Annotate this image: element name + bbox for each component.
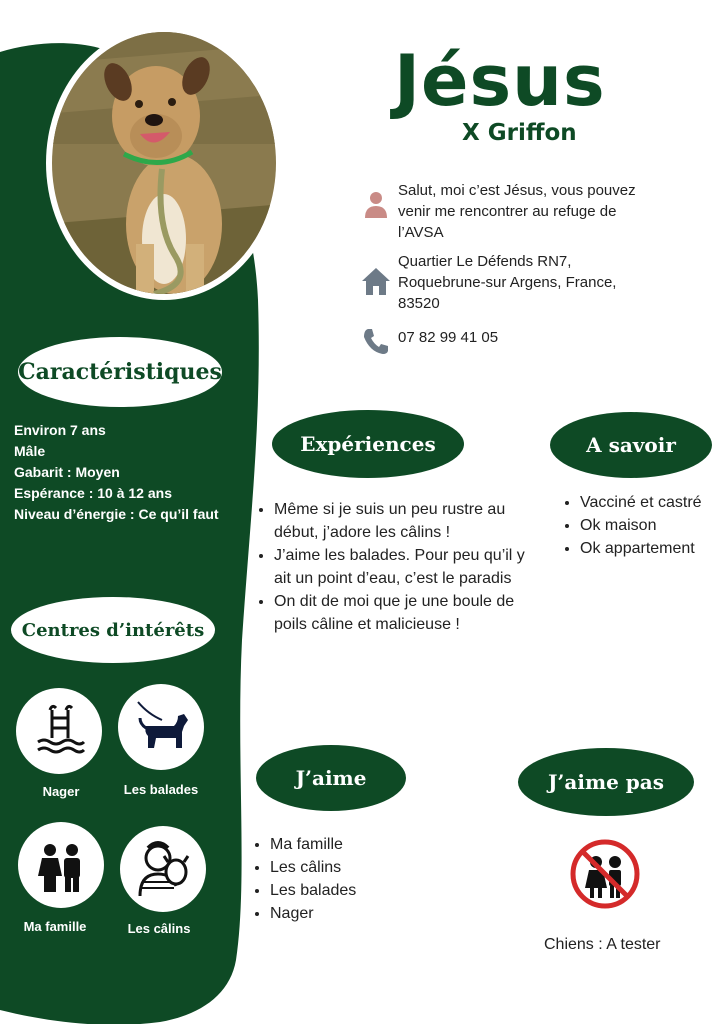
experiences-heading: Expériences: [272, 410, 464, 478]
dog-leash-icon: [118, 684, 204, 770]
phone-text[interactable]: 07 82 99 41 05: [398, 329, 499, 346]
interest-family-label: Ma famille: [23, 919, 87, 934]
person-icon: [360, 188, 392, 220]
experience-item: • J’aime les balades. Pour peu qu’il y ait un point d’eau, c’est le paradis: [274, 544, 544, 590]
jaime-item: • Ma famille: [270, 833, 430, 856]
dog-photo: [44, 24, 284, 302]
jaime-pas-heading: J’aime pas: [518, 748, 694, 816]
a-savoir-list: [558, 491, 724, 560]
interest-walks-label: Les balades: [123, 782, 199, 797]
characteristic-age: Environ 7 ans: [14, 422, 106, 438]
a-savoir-item: • Ok maison: [580, 514, 724, 537]
experience-item: • On dit de moi que je une boule de poils câline et malicieuse !: [274, 590, 544, 636]
family-icon: [18, 822, 104, 908]
characteristic-life-expectancy: Espérance : 10 à 12 ans: [14, 485, 172, 501]
interest-hugs-label: Les câlins: [127, 921, 191, 936]
phone-icon: [360, 325, 392, 357]
characteristic-sex: Mâle: [14, 443, 46, 459]
interests-heading: Centres d’intérêts: [11, 597, 215, 663]
interest-walks: [118, 684, 204, 770]
hug-icon: [120, 826, 206, 912]
experiences-list: [252, 498, 544, 636]
intro-text: Salut, moi c’est Jésus, vous pouvez venir me rencontrer au refuge de l’AVSA: [398, 182, 636, 241]
swimming-icon: [16, 688, 102, 774]
jaime-list: [248, 833, 430, 925]
jaime-item: • Les balades: [270, 879, 430, 902]
interest-hugs: [120, 826, 206, 912]
address-text: Quartier Le Défends RN7, Roquebrune-sur Argens, France, 83520: [398, 253, 617, 312]
interest-swimming: [16, 688, 102, 774]
dog-breed: X Griffon: [462, 120, 577, 146]
a-savoir-item: • Vacciné et castré: [580, 491, 724, 514]
dogs-note: Chiens : A tester: [544, 936, 661, 953]
experience-item: • Même si je suis un peu rustre au début, j’adore les câlins !: [274, 498, 544, 544]
jaime-heading: J’aime: [256, 745, 406, 811]
no-children-icon: [569, 838, 641, 910]
characteristic-energy: Niveau d’énergie : Ce qu’il faut: [14, 506, 219, 522]
a-savoir-heading: A savoir: [550, 412, 712, 478]
home-icon: [360, 265, 392, 297]
jaime-item: • Les câlins: [270, 856, 430, 879]
a-savoir-item: • Ok appartement: [580, 537, 724, 560]
dog-name: Jésus: [394, 40, 606, 122]
characteristics-heading: Caractéristiques: [18, 337, 222, 407]
characteristic-size: Gabarit : Moyen: [14, 464, 120, 480]
jaime-item: • Nager: [270, 902, 430, 925]
characteristics-list: [14, 420, 219, 525]
interest-family: [18, 822, 104, 908]
interest-swimming-label: Nager: [42, 784, 80, 799]
